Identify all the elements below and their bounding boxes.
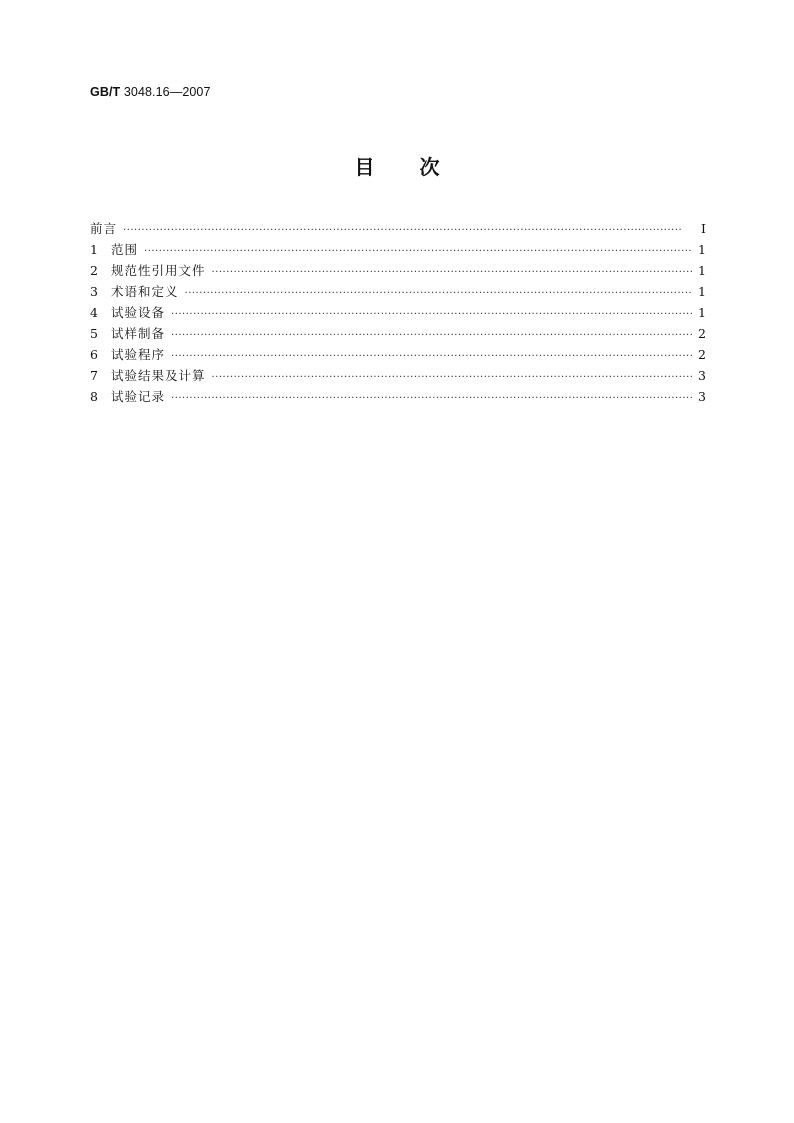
toc-entry-number: 8 [90, 389, 98, 404]
toc-page-number: 1 [698, 263, 706, 278]
toc-entry-text: 前言 [90, 221, 118, 236]
toc-entry-text: 范围 [111, 242, 139, 257]
toc-entry-number: 6 [90, 347, 98, 362]
toc-entry-text: 试样制备 [111, 326, 166, 341]
toc-page-number: 1 [698, 284, 706, 299]
toc-entry-number: 3 [90, 284, 98, 299]
toc-entry-number: 1 [90, 242, 98, 257]
toc-leader-dots [185, 283, 692, 304]
table-of-contents [90, 218, 706, 407]
toc-entry-number: 2 [90, 263, 98, 278]
toc-entry-text: 试验程序 [111, 347, 166, 362]
toc-page-number: 2 [698, 326, 706, 341]
toc-entry-test-procedure[interactable] [90, 344, 706, 365]
toc-entry-text: 术语和定义 [111, 284, 179, 299]
toc-entry-number: 5 [90, 326, 98, 341]
toc-page-number: 2 [698, 347, 706, 362]
toc-entry-test-record[interactable] [90, 386, 706, 407]
toc-entry-normative-references[interactable] [90, 260, 706, 281]
toc-entry-test-equipment[interactable] [90, 302, 706, 323]
toc-leader-dots [144, 241, 692, 262]
toc-leader-dots [212, 262, 692, 283]
toc-entry-scope[interactable] [90, 239, 706, 260]
standard-number: 3048.16—2007 [123, 85, 211, 99]
toc-entry-results-calculation[interactable] [90, 365, 706, 386]
toc-page-number: 3 [698, 368, 706, 383]
toc-leader-dots [171, 388, 692, 409]
toc-leader-dots [171, 304, 692, 325]
toc-entry-text: 规范性引用文件 [111, 263, 206, 278]
toc-entry-text: 试验设备 [111, 305, 166, 320]
toc-entry-number: 4 [90, 305, 98, 320]
toc-entry-text: 试验记录 [111, 389, 166, 404]
toc-entry-text: 试验结果及计算 [111, 368, 206, 383]
toc-leader-dots [212, 367, 692, 388]
toc-leader-dots [123, 220, 692, 241]
toc-page-number: 3 [698, 389, 706, 404]
toc-entry-terms-definitions[interactable] [90, 281, 706, 302]
standard-code [90, 85, 211, 99]
standard-prefix: GB/T [90, 85, 121, 99]
toc-leader-dots [171, 346, 692, 367]
toc-page-number: 1 [698, 305, 706, 320]
toc-entry-number: 7 [90, 368, 98, 383]
toc-entry-foreword[interactable] [90, 218, 706, 239]
toc-title: 目 次 [354, 155, 440, 179]
toc-leader-dots [171, 325, 692, 346]
toc-page-number: I [701, 221, 706, 236]
toc-page-number: 1 [698, 242, 706, 257]
toc-entry-specimen-preparation[interactable] [90, 323, 706, 344]
